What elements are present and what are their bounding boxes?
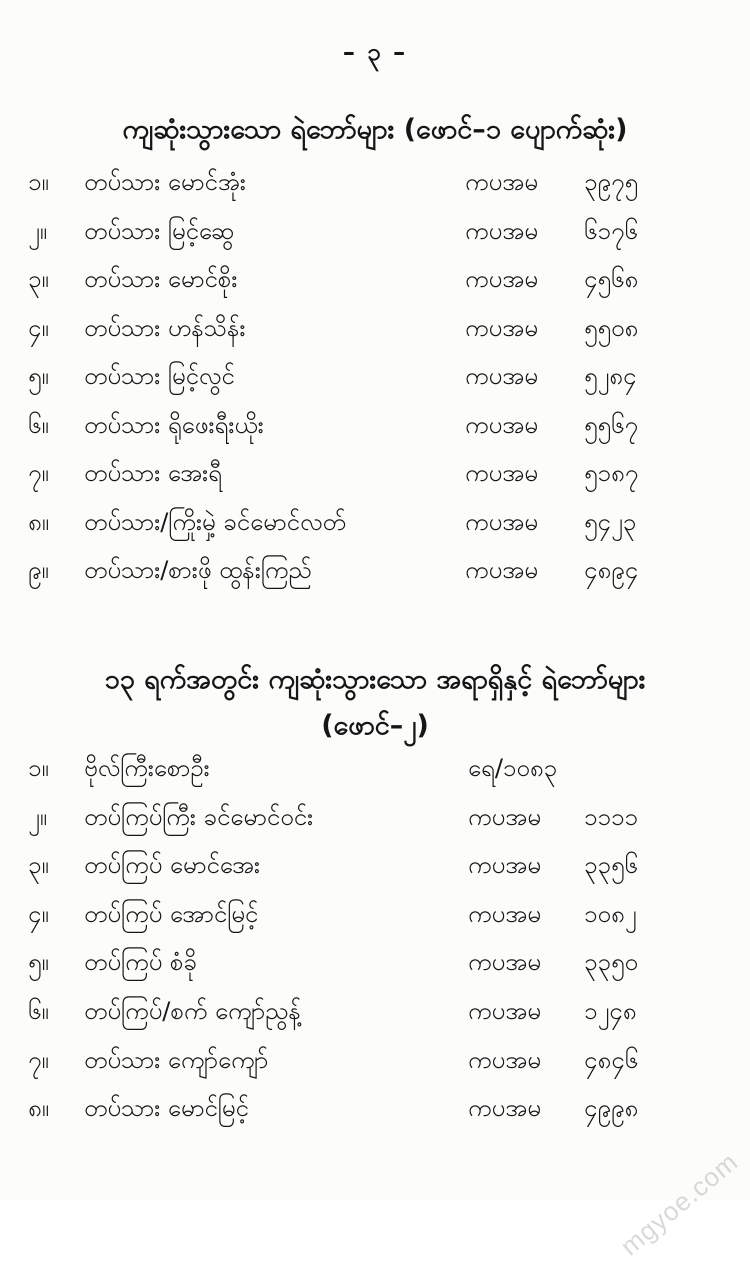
- item-code: ကပအမ: [465, 362, 538, 390]
- item-name: တပ်သား/ကြိုးမှဲ့ ခင်မောင်လတ်: [84, 507, 346, 536]
- item-number: ၅။: [28, 948, 49, 977]
- list-item: [28, 312, 728, 361]
- item-number: ၇။: [28, 1045, 49, 1074]
- item-name: တပ်သား မောင်မြင့်: [84, 1094, 249, 1123]
- item-code: ကပအမ: [465, 459, 538, 487]
- list-item: [28, 752, 728, 801]
- item-name: တပ်သား အေးရီ: [84, 459, 222, 487]
- item-name: တပ်ကြပ်/စက် ကျော်ညွန့်: [84, 996, 301, 1025]
- item-value: ၅၅၆၇: [584, 410, 638, 439]
- item-code: ကပအမ: [465, 265, 538, 293]
- list-item: [28, 995, 728, 1044]
- item-name: တပ်ကြပ် စံခို: [84, 948, 197, 977]
- list-item: [28, 801, 728, 850]
- section2-title-line2: (ဖောင်–၂): [321, 710, 429, 741]
- list-item: [28, 166, 728, 215]
- list-item: [28, 1044, 728, 1093]
- section1-list: [28, 166, 728, 603]
- item-number: ၄။: [28, 899, 49, 928]
- item-name: တပ်ကြပ် အောင်မြင့်: [84, 899, 259, 928]
- item-name: တပ်ကြပ် မောင်အေး: [84, 851, 261, 880]
- item-code: ကပအမ: [465, 168, 538, 196]
- item-name: တပ်သား ကျော်ကျော်: [84, 1045, 269, 1074]
- item-code: ကပအမ: [468, 1094, 541, 1123]
- page-number: – ၃ –: [342, 38, 408, 66]
- list-item: [28, 263, 728, 312]
- item-name: တပ်သား မြင့်လွင်: [84, 362, 235, 390]
- list-item: [28, 898, 728, 947]
- item-code: ကပအမ: [465, 216, 538, 245]
- item-value: ၅၂၈၄: [584, 362, 637, 390]
- list-item: [28, 409, 728, 458]
- item-code: ကပအမ: [468, 1045, 541, 1074]
- item-number: ၆။: [28, 996, 49, 1025]
- section1-title: ကျဆုံးသွားသော ရဲဘော်များ (ဖောင်–၁ ပျောက်ဆုံး): [122, 114, 628, 145]
- item-number: ၅။: [28, 362, 49, 390]
- item-code: ကပအမ: [465, 410, 538, 439]
- item-value: ၄၅၆၈: [584, 265, 639, 293]
- item-name: ဗိုလ်ကြီးစောဦး: [84, 754, 210, 782]
- item-code: ကပအမ: [465, 313, 538, 342]
- list-item: [28, 506, 728, 555]
- section2-list: [28, 752, 728, 1141]
- item-value: ၅၅၀၈: [584, 313, 639, 342]
- list-item: [28, 360, 728, 409]
- item-value: ၁၂၄၈: [584, 996, 637, 1025]
- item-value: ၃၃၅၆: [584, 851, 638, 880]
- item-code: ကပအမ: [468, 948, 541, 977]
- item-number: ၆။: [28, 410, 49, 439]
- item-value: ၅၁၈၇: [584, 459, 639, 487]
- item-number: ၁။: [28, 754, 49, 782]
- item-value: ၄၈၉၄: [584, 556, 639, 584]
- item-number: ၃။: [28, 265, 49, 293]
- list-item: [28, 457, 728, 506]
- item-number: ၃။: [28, 851, 49, 880]
- item-name: တပ်ကြပ်ကြီး ခင်မောင်ဝင်း: [84, 802, 314, 831]
- list-item: [28, 1092, 728, 1141]
- item-number: ၉။: [28, 556, 49, 584]
- item-name: တပ်သား/စားဖို ထွန်းကြည်: [84, 556, 312, 584]
- item-code: ကပအမ: [468, 899, 541, 928]
- list-item: [28, 554, 728, 603]
- item-value: ၆၁၇၆: [584, 216, 638, 245]
- list-item: [28, 215, 728, 264]
- item-code: ကပအမ: [468, 802, 541, 831]
- item-number: ၈။: [28, 1094, 49, 1123]
- item-number: ၇။: [28, 459, 49, 487]
- item-name: တပ်သား ဟန်သိန်း: [84, 313, 246, 342]
- item-number: ၄။: [28, 313, 49, 342]
- item-name: တပ်သား မြင့်ဆွေ: [84, 216, 235, 245]
- list-item: [28, 946, 728, 995]
- item-value: ၃၃၅၀: [584, 948, 638, 977]
- item-name: တပ်သား မောင်စိုး: [84, 265, 238, 293]
- item-code: ကပအမ: [468, 996, 541, 1025]
- item-code: ရေ/၁၀၈၃: [468, 754, 558, 782]
- item-value: ၄၈၄၆: [584, 1045, 639, 1074]
- item-code: ကပအမ: [468, 851, 541, 880]
- section2-title-line1: ၁၃ ရက်အတွင်း ကျဆုံးသွားသော အရာရှိနှင့် ရဲဘော်များ: [104, 664, 646, 695]
- item-name: တပ်သား ရိုဖေးရီးယိုး: [84, 410, 264, 439]
- item-value: ၄၉၉၈: [584, 1094, 639, 1123]
- item-code: ကပအမ: [465, 556, 538, 584]
- item-number: ၁။: [28, 168, 49, 196]
- item-number: ၂။: [28, 802, 48, 831]
- item-number: ၈။: [28, 507, 49, 536]
- item-code: ကပအမ: [465, 507, 538, 536]
- item-number: ၂။: [28, 216, 48, 245]
- list-item: [28, 849, 728, 898]
- item-name: တပ်သား မောင်အုံး: [84, 168, 246, 196]
- item-value: ၁၁၁၁: [584, 802, 638, 831]
- item-value: ၃၉၇၅: [584, 168, 638, 196]
- item-value: ၅၄၂၃: [584, 507, 637, 536]
- watermark: mgyoe.com: [614, 1146, 744, 1262]
- item-value: ၁၀၈၂: [584, 899, 637, 928]
